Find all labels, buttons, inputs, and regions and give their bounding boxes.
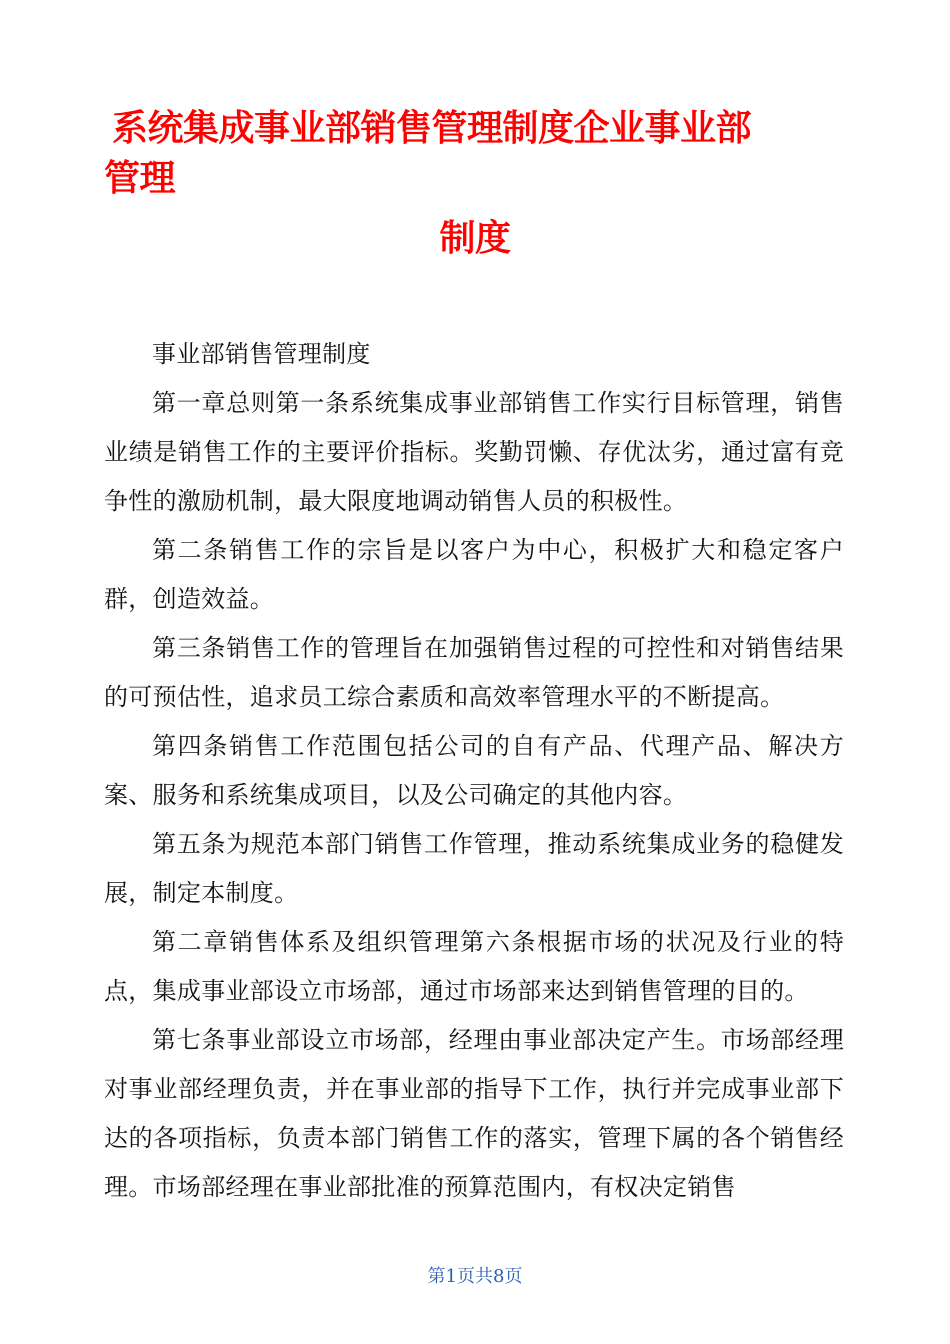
paragraph: 第四条销售工作范围包括公司的自有产品、代理产品、解决方案、服务和系统集成项目，以及公司确定的其他内容。: [104, 732, 844, 809]
paragraph: 事业部销售管理制度: [152, 340, 371, 368]
paragraph: 第二条销售工作的宗旨是以客户为中心，积极扩大和稳定客户群，创造效益。: [104, 536, 844, 613]
document-body: [104, 330, 844, 1212]
page-number-footer: 第1页共8页: [427, 1266, 523, 1287]
title-line-3: 制度: [439, 218, 511, 259]
title-line-1: 系统集成事业部销售管理制度企业事业部: [112, 108, 752, 149]
paragraph: 第五条为规范本部门销售工作管理，推动系统集成业务的稳健发展，制定本制度。: [104, 830, 844, 907]
paragraph: 第七条事业部设立市场部，经理由事业部决定产生。市场部经理对事业部经理负责，并在事业部的指导下工作，执行并完成事业部下达的各项指标，负责本部门销售工作的落实，管理下属的各个销售经理。市场部经理在事业部批准的预算范围内，有权决定销售: [104, 1026, 844, 1201]
title-line-2: 管理: [104, 158, 176, 199]
document-title: [104, 104, 846, 264]
paragraph: 第二章销售体系及组织管理第六条根据市场的状况及行业的特点，集成事业部设立市场部，通过市场部来达到销售管理的目的。: [104, 928, 844, 1005]
paragraph: 第一章总则第一条系统集成事业部销售工作实行目标管理，销售业绩是销售工作的主要评价指标。奖勤罚懒、存优汰劣，通过富有竞争性的激励机制，最大限度地调动销售人员的积极性。: [104, 389, 844, 515]
paragraph: 第三条销售工作的管理旨在加强销售过程的可控性和对销售结果的可预估性，追求员工综合素质和高效率管理水平的不断提高。: [104, 634, 844, 711]
